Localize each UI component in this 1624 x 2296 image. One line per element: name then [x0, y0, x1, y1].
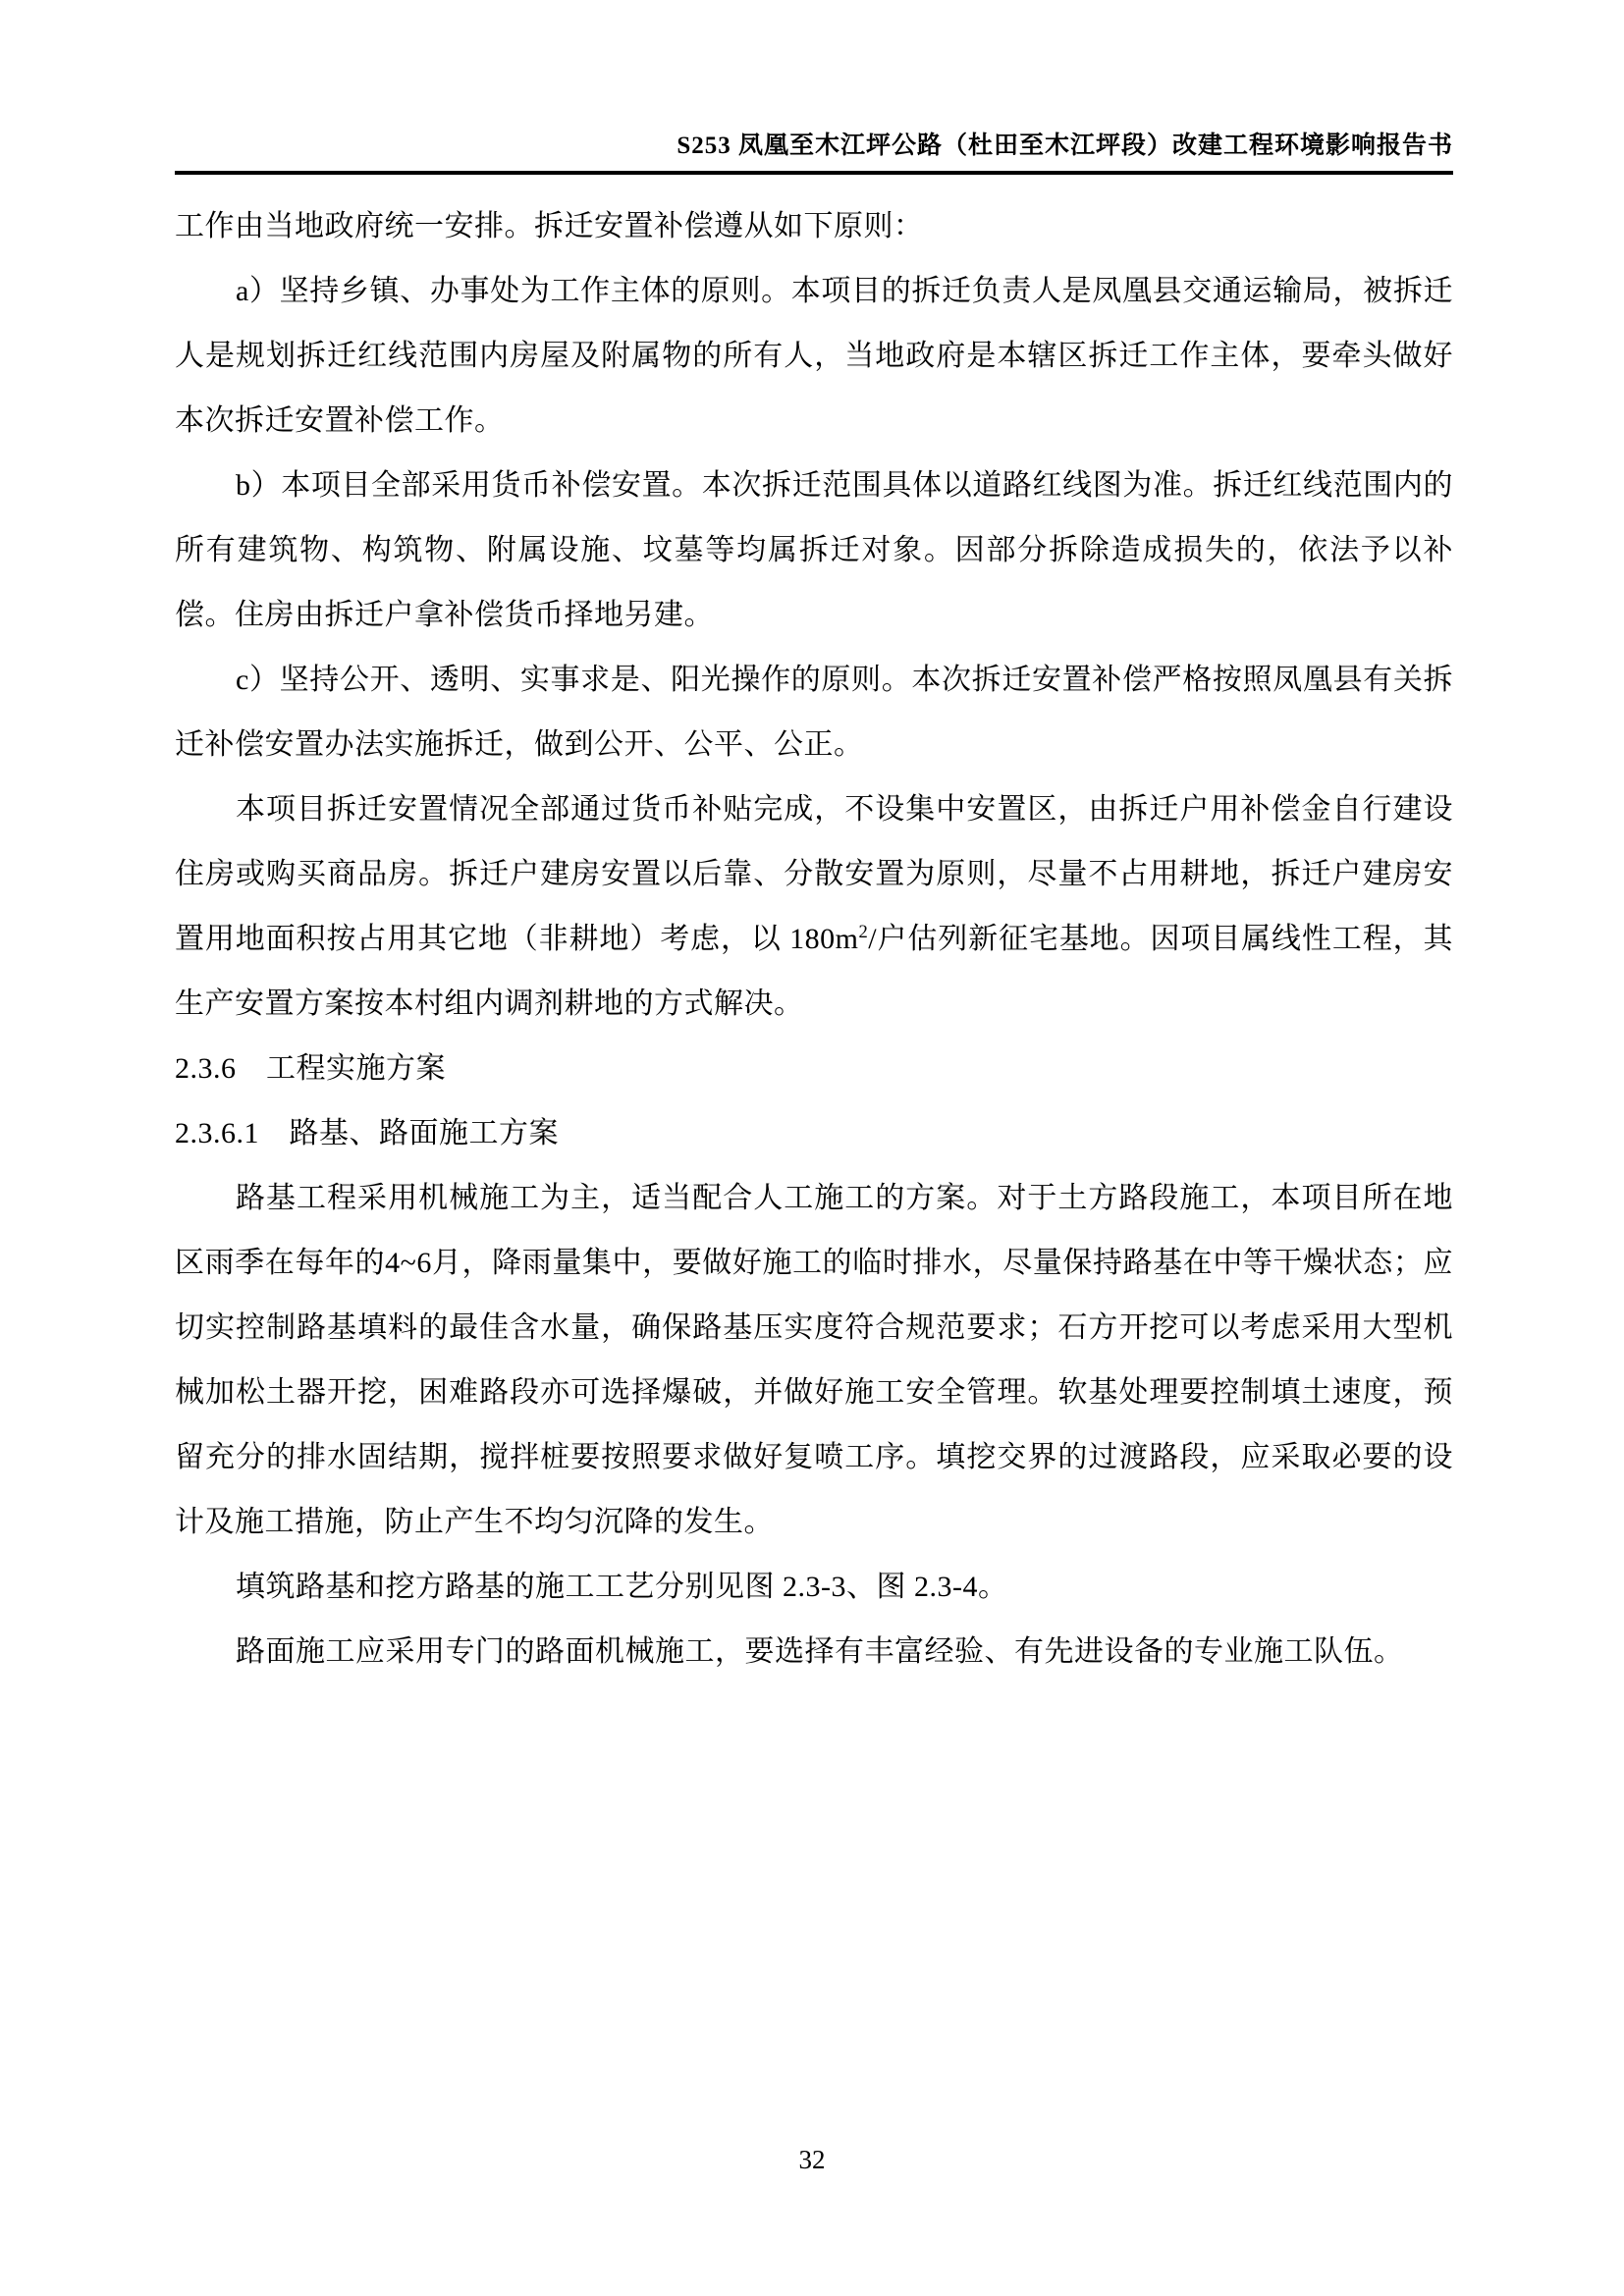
superscript-square-meter: 2: [858, 922, 869, 942]
paragraph-roadbed-construction: 路基工程采用机械施工为主，适当配合人工施工的方案。对于土方路段施工，本项目所在地区雨季在每年的4~6月，降雨量集中，要做好施工的临时排水，尽量保持路基在中等干燥状态；应切实控制路基填料的最佳含水量，确保路基压实度符合规范要求；石方开挖可以考虑采用大型机械加松土器开挖，困难路段亦可选择爆破，并做好施工安全管理。软基处理要控制填土速度，预留充分的排水固结期，搅拌桩要按照要求做好复喷工序。填挖交界的过渡路段，应采取必要的设计及施工措施，防止产生不均匀沉降的发生。: [175, 1182, 1453, 1538]
section-heading-2-3-6-1: 2.3.6.1 路基、路面施工方案: [175, 1117, 559, 1149]
paragraph-resettlement-text-before: 本项目拆迁安置情况全部通过货币补贴完成，不设集中安置区，由拆迁户用补偿金自行建设住房或购买商品房。拆迁户建房安置以后靠、分散安置为原则，尽量不占用耕地，拆迁户建房安置用地面积按占用其它地（非耕地）考虑，以 180m: [175, 793, 1453, 955]
paragraph-principle-b: b）本项目全部采用货币补偿安置。本次拆迁范围具体以道路红线图为准。拆迁红线范围内的所有建筑物、构筑物、附属设施、坟墓等均属拆迁对象。因部分拆除造成损失的，依法予以补偿。住房由拆迁户拿补偿货币择地另建。: [175, 469, 1453, 631]
paragraph-continuation: 工作由当地政府统一安排。拆迁安置补偿遵从如下原则：: [175, 210, 924, 242]
page-number: 32: [798, 2145, 826, 2174]
header-rule: [175, 171, 1453, 175]
section-heading-2-3-6: 2.3.6 工程实施方案: [175, 1052, 446, 1085]
paragraph-resettlement-text-after: /户估列新征宅基地。因项目属线性工程，其生产安置方案按本村组内调剂耕地的方式解决。: [175, 923, 1453, 1020]
paragraph-principle-c: c）坚持公开、透明、实事求是、阳光操作的原则。本次拆迁安置补偿严格按照凤凰县有关拆迁补偿安置办法实施拆迁，做到公开、公平、公正。: [175, 664, 1453, 761]
paragraph-pavement-construction: 路面施工应采用专门的路面机械施工，要选择有丰富经验、有先进设备的专业施工队伍。: [236, 1635, 1404, 1668]
document-title-header: S253 凤凰至木江坪公路（杜田至木江坪段）改建工程环境影响报告书: [677, 133, 1453, 159]
page-header: [175, 0, 1453, 175]
paragraph-principle-a: a）坚持乡镇、办事处为工作主体的原则。本项目的拆迁负责人是凤凰县交通运输局，被拆迁人是规划拆迁红线范围内房屋及附属物的所有人，当地政府是本辖区拆迁工作主体，要牵头做好本次拆迁安置补偿工作。: [175, 275, 1453, 437]
paragraph-resettlement: [175, 777, 1453, 1037]
paragraph-figure-reference: 填筑路基和挖方路基的施工工艺分别见图 2.3-3、图 2.3-4。: [236, 1571, 1008, 1603]
document-body: [175, 194, 1453, 1684]
